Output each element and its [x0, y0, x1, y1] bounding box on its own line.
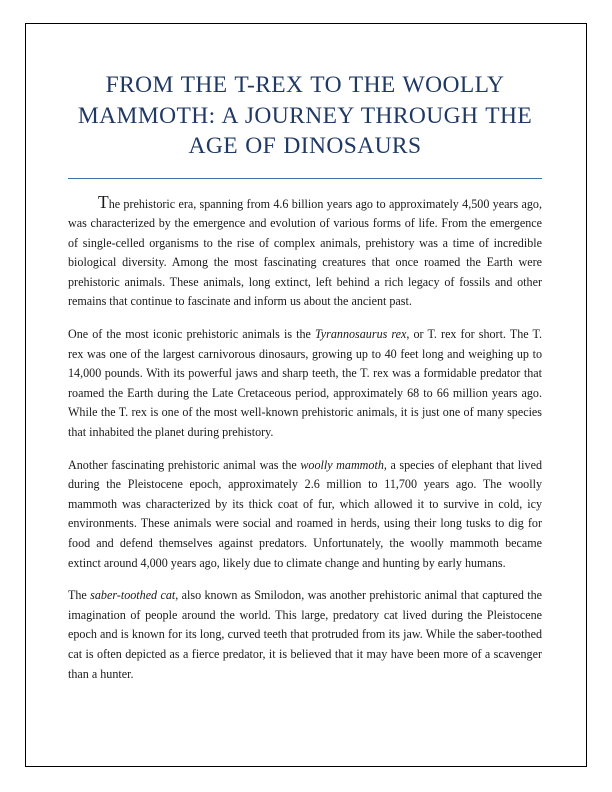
species-name-saber-toothed-cat: saber-toothed cat — [90, 588, 176, 603]
paragraph-text: The — [68, 588, 91, 603]
species-name-tyrannosaurus-rex: Tyrannosaurus rex — [314, 327, 407, 342]
paragraph-text: One of the most iconic prehistoric animals is the — [68, 327, 315, 342]
paragraph-text: , or T. rex for short. The T. rex was one of the largest carnivorous dinosaurs, growing up to 40 feet long and weighing up to 14,000 pounds. With its powerful jaws and sharp teeth, the T. rex was a formidable predator that roamed the Earth during the Late Cretaceous period, approximately 68 to 66 million years ago. While the T. rex is one of the most well-known prehistoric animals, it is just one of many species that inhabited the planet during prehistory. — [68, 327, 542, 440]
document-content — [68, 23, 542, 684]
raised-cap-letter: T — [98, 191, 109, 212]
paragraph-woolly-mammoth — [68, 456, 542, 574]
paragraph-intro — [68, 191, 542, 313]
paragraph-text: Another fascinating prehistoric animal was the — [68, 457, 301, 472]
paragraph-text: he prehistoric era, spanning from 4.6 billion years ago to approximately 4,500 years ago, was characterized by the emergence and evolution of various forms of life. From the emergence of single-celled organisms to the rise of complex animals, prehistory was a time of incredible biological diversity. Among the most fascinating creatures that once roamed the Earth were prehistoric animals. These animals, long extinct, left behind a rich legacy of fossils and other remains that continue to fascinate and inform us about the ancient past. — [68, 196, 542, 309]
paragraph-t-rex — [68, 325, 542, 443]
species-name-woolly-mammoth: woolly mammoth — [300, 457, 384, 472]
page-title: FROM THE T-REX TO THE WOOLLY MAMMOTH: A JOURNEY THROUGH THE AGE OF DINOSAURS — [77, 72, 533, 159]
paragraph-text: , a species of elephant that lived during the Pleistocene epoch, approximately 2.6 million to 11,700 years ago. The woolly mammoth was characterized by its thick coat of fur, which allowed it to survive in cold, icy environments. These animals were social and roamed in herds, using their long tusks to dig for food and defend themselves against predators. Unfortunately, the woolly mammoth became extinct around 4,000 years ago, likely due to climate change and hunting by early humans. — [68, 457, 542, 570]
article-body — [68, 179, 542, 685]
paragraph-text: , also known as Smilodon, was another prehistoric animal that captured the imagination of people around the world. This large, predatory cat lived during the Pleistocene epoch and is known for its long, curved teeth that protruded from its jaw. While the saber-toothed cat is often depicted as a fierce predator, it is believed that it may have been more of a scavenger than a hunter. — [68, 588, 543, 681]
paragraph-saber-toothed-cat — [68, 586, 542, 684]
